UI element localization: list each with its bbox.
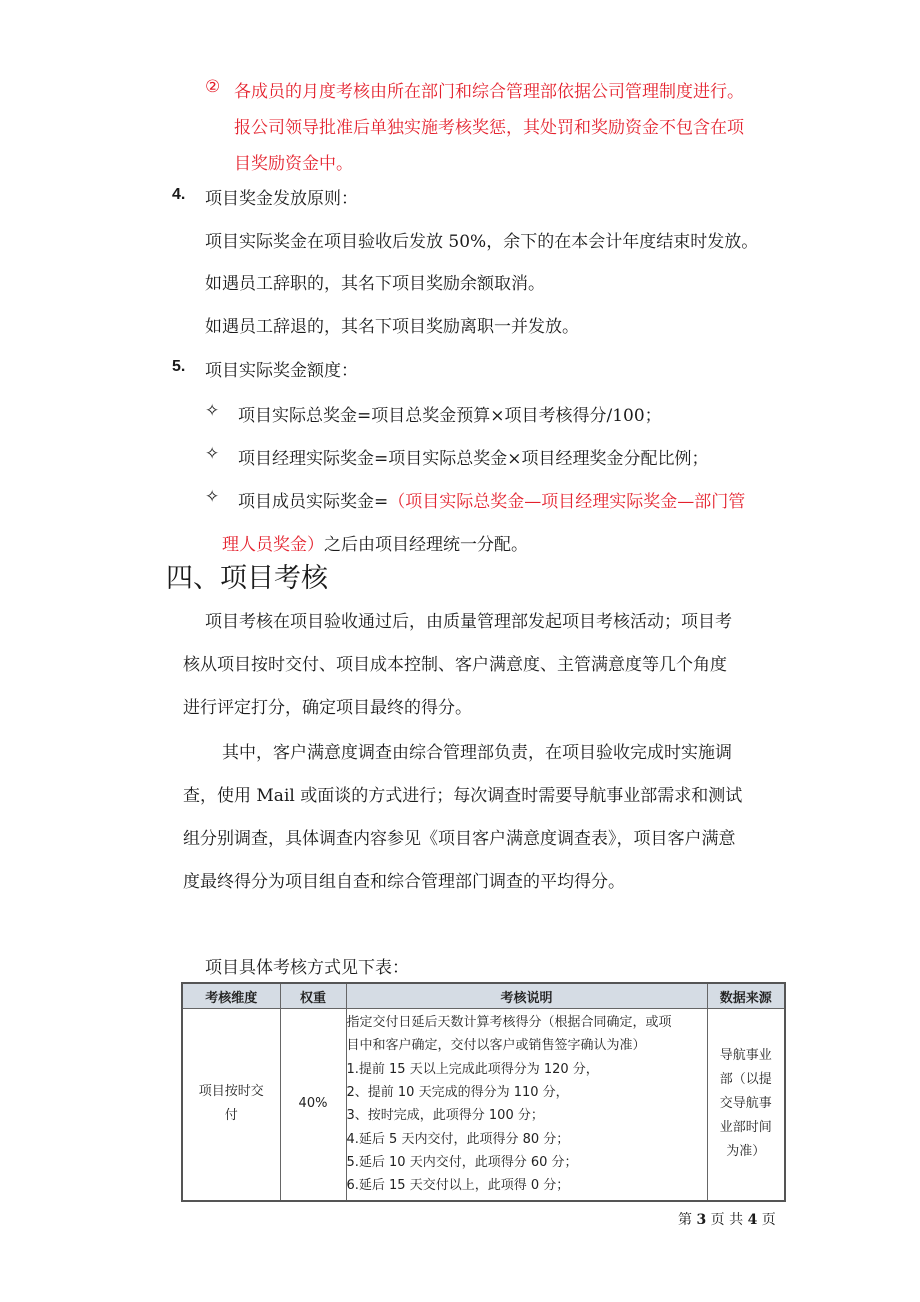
bullet-1-text: 项目实际总奖金=项目总奖金预算×项目考核得分/100；	[238, 406, 662, 426]
section-4-para-1-line-2: 核从项目按时交付、项目成本控制、客户满意度、主管满意度等几个角度	[183, 655, 727, 675]
bullet-3-suffix: 之后由项目经理统一分配。	[324, 535, 528, 555]
footer-label-3: 页	[761, 1212, 776, 1228]
point-4-paragraph-2: 如遇员工辞职的，其名下项目奖励余额取消。	[205, 274, 545, 294]
table-row	[182, 1009, 785, 1201]
bullet-3-red-part-2: 理人员奖金）	[222, 535, 324, 555]
source-line: 业部时间	[719, 1120, 772, 1136]
bullet-3-prefix: 项目成员实际奖金=	[238, 492, 389, 512]
description-line: 1.提前 15 天以上完成此项得分为 120 分，	[346, 1061, 599, 1077]
description-line: 4.延后 5 天内交付，此项得分 80 分；	[346, 1131, 570, 1147]
cell-dimension	[182, 1009, 280, 1201]
cell-source	[707, 1009, 785, 1201]
bullet-3-red-part-1: （项目实际总奖金—项目经理实际奖金—部门管	[388, 492, 746, 512]
description-line: 指定交付日延后天数计算考核得分（根据合同确定，或项	[346, 1015, 672, 1031]
header-description: 考核说明	[346, 983, 707, 1009]
point-4-number: 4.	[172, 186, 186, 203]
bullet-3-line-2	[222, 530, 528, 555]
diamond-bullet-icon: ✧	[205, 444, 220, 464]
bullet-2-text: 项目经理实际奖金=项目实际总奖金×项目经理奖金分配比例；	[238, 449, 709, 469]
section-4-para-2-line-3: 组分别调查，具体调查内容参见《项目客户满意度调查表》，项目客户满意	[183, 829, 736, 849]
point-4-paragraph-3: 如遇员工辞退的，其名下项目奖励离职一并发放。	[205, 317, 579, 337]
footer-label-2: 页 共	[710, 1212, 744, 1228]
description-line: 3、按时完成，此项得分 100 分；	[346, 1108, 544, 1124]
point-5-number: 5.	[172, 358, 186, 375]
table-intro: 项目具体考核方式见下表：	[205, 958, 409, 978]
header-dimension: 考核维度	[182, 983, 280, 1009]
diamond-bullet-icon: ✧	[205, 401, 220, 421]
section-4-para-2-line-2: 查，使用 Mail 或面谈的方式进行；每次调查时需要导航事业部需求和测试	[183, 786, 743, 806]
source-line: 部（以提	[719, 1072, 772, 1088]
footer-total-pages: 4	[747, 1212, 758, 1228]
bullet-3-line-1	[238, 487, 745, 512]
item2-line-2: 报公司领导批准后单独实施考核奖惩，其处罚和奖励资金不包含在项	[234, 118, 744, 138]
item2-line-3: 目奖励资金中。	[234, 154, 353, 174]
description-line: 5.延后 10 天内交付，此项得分 60 分；	[346, 1154, 578, 1170]
section-4-para-1-line-1: 项目考核在项目验收通过后，由质量管理部发起项目考核活动；项目考	[205, 612, 732, 632]
section-4-para-1-line-3: 进行评定打分，确定项目最终的得分。	[183, 698, 472, 718]
footer-label-1: 第	[678, 1212, 692, 1228]
cell-weight: 40%	[280, 1009, 346, 1201]
header-source: 数据来源	[707, 983, 785, 1009]
table-header-row	[182, 983, 785, 1009]
footer-current-page: 3	[696, 1212, 707, 1228]
source-line: 为准）	[726, 1144, 766, 1160]
section-4-para-2-line-1: 其中，客户满意度调查由综合管理部负责，在项目验收完成时实施调	[222, 743, 732, 763]
page-footer	[678, 1209, 776, 1229]
point-5-title: 项目实际奖金额度：	[205, 361, 358, 381]
point-4-title: 项目奖金发放原则：	[205, 189, 358, 209]
section-4-para-2-line-4: 度最终得分为项目组自查和综合管理部门调查的平均得分。	[183, 872, 625, 892]
description-line: 2、提前 10 天完成的得分为 110 分，	[346, 1084, 569, 1100]
assessment-table	[181, 982, 786, 1202]
diamond-bullet-icon: ✧	[205, 487, 220, 507]
dimension-line: 付	[224, 1108, 238, 1124]
circled-number-2: ②	[205, 77, 221, 97]
header-weight: 权重	[280, 983, 346, 1009]
description-line: 6.延后 15 天交付以上，此项得 0 分；	[346, 1178, 570, 1194]
source-line: 交导航事	[719, 1096, 772, 1112]
dimension-line: 项目按时交	[198, 1084, 264, 1100]
section-4-heading: 四、项目考核	[166, 563, 328, 594]
source-line: 导航事业	[719, 1048, 772, 1064]
point-4-paragraph-1: 项目实际奖金在项目验收后发放 50%，余下的在本会计年度结束时发放。	[205, 232, 759, 252]
cell-description	[346, 1009, 707, 1201]
description-line: 目中和客户确定，交付以客户或销售签字确认为准）	[346, 1038, 646, 1054]
item2-line-1: 各成员的月度考核由所在部门和综合管理部依据公司管理制度进行。	[234, 82, 744, 102]
